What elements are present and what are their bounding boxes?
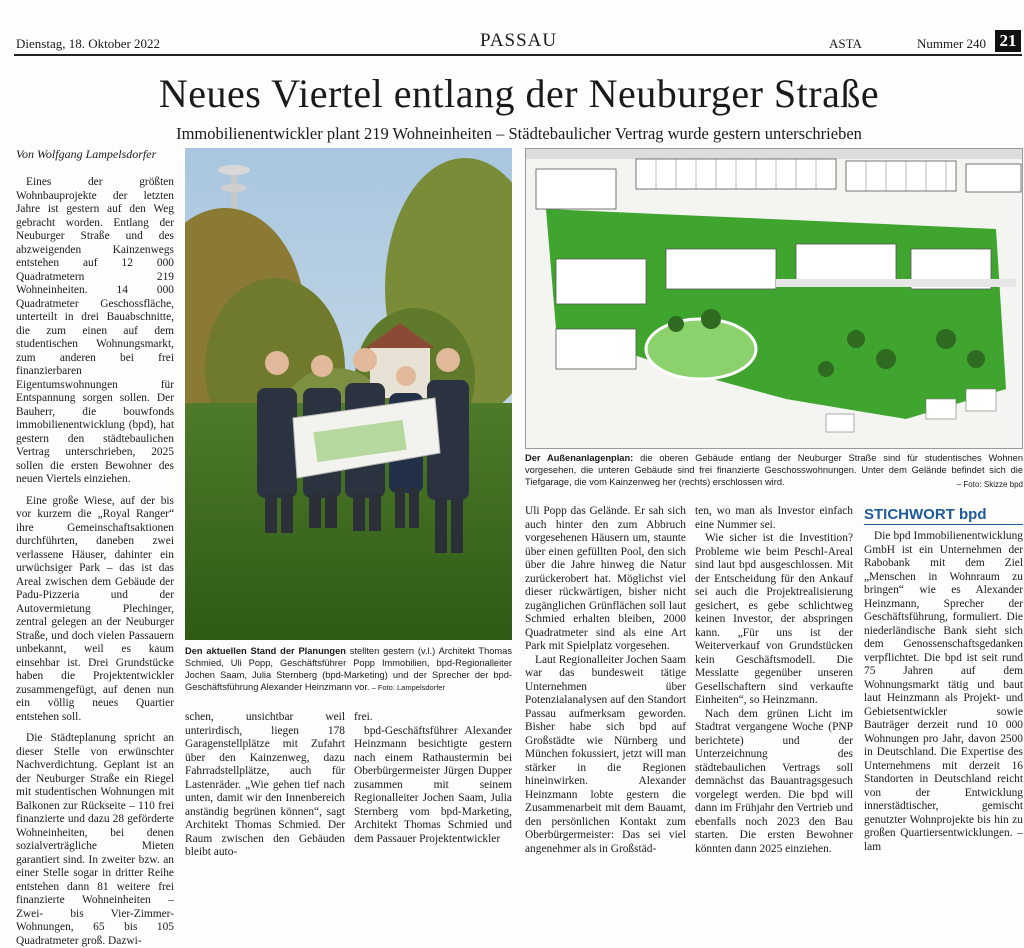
group-photo-image (185, 148, 512, 640)
stichwort-text (864, 530, 1023, 854)
photo-credit: – Foto: Lampelsdorfer (369, 683, 445, 692)
paragraph: ten, wo man als Investor einfach eine Nummer sei. (695, 505, 853, 531)
paragraph: Wie sicher ist die Investition? Probleme wie beim Peschl-Areal sind laut bpd ausgeschlossen. Mit der Entscheidung für den Ankauf sei auch die Projektrealisierung gesichert, es gebe schlichtweg keinen Investor, der abspringen kann. „Für uns ist der Weiterverkauf von Grundstücken kein Geschäftsmodell. Die Messlatte gegenüber unseren Gesellschaftern sind verkaufte Einheiten“, so Heinzmann. (695, 532, 853, 706)
photo-caption-text: stellten gestern (v.l.) Architekt Thomas Schmied, Uli Popp, Geschäftsführer Popp Immobilien, bpd-Regionalleiter Jochen Saam, Julia Sternberg (bpd-Marketing) und der Sprecher der bpd-Geschäftsführung Alexander Heinzmann vor. (185, 646, 512, 692)
issue-number: Nummer 240 (917, 36, 986, 51)
stichwort-title: STICHWORT bpd (864, 506, 987, 523)
article-subheadline: Immobilienentwickler plant 219 Wohneinheiten – Städtebaulicher Vertrag wurde gestern unterschrieben (176, 124, 862, 143)
plan-caption-lead: Der Außenanlagenplan: (525, 453, 634, 463)
group-photo (185, 148, 512, 640)
issue-date: Dienstag, 18. Oktober 2022 (16, 36, 161, 51)
site-plan-image (525, 148, 1023, 449)
article-column-5 (695, 505, 853, 856)
article-column-4 (525, 505, 686, 856)
article-byline: Von Wolfgang Lampelsdorfer (16, 147, 157, 161)
article-column-3 (354, 711, 512, 846)
stichwort-rule (864, 524, 1023, 525)
page-number: 21 (995, 30, 1021, 52)
section-city: PASSAU (480, 30, 558, 51)
plan-credit: – Foto: Skizze bpd (956, 480, 1023, 489)
site-plan-drawing (526, 149, 1023, 449)
stichwort-text-content: Die bpd Immobilienentwicklung GmbH ist ein Unternehmen der Rabobank mit dem Ziel „Menschen in Wohnraum zu bringen“ wie es Alexander Heinzmann, Sprecher der Geschäftsführung, formuliert. Die niederländische Bank sieht sich dem Genossenschaftsgedanken verpflichtet. Die bpd ist seit rund 75 Jahren auf dem Wohnungsmarkt tätig und baut laut Heinzmann als Projekt- und Gebietsentwickler sowie Bauträger derzeit rund 10 000 Wohnungen pro Jahr, davon 2500 in Deutschland. Die Expertise des Unternehmens mit derzeit 16 Standorten in Deutschland reicht von der Entwicklung innerstädtischer, gemischt genutzter Wohnprojekte bis hin zu großen Quartiersentwicklungen. (864, 530, 1023, 839)
paragraph: Laut Regionalleiter Jochen Saam war das bundesweit tätige Unternehmen über Potenzialanalysen auf den Standort Passau aufmerksam geworden. Bisher habe sich bpd auf Großstädte wie Nürnberg und München fokussiert, jetzt will man stärker in die Regionen hineinwirken. Alexander Heinzmann lobte gestern die Zusammenarbeit mit dem Bauamt, den persönlichen Kontakt zum Oberbürgermeister: Das sei viel angenehmer als in Großstäd- (525, 653, 686, 855)
stichwort-body (864, 530, 1023, 854)
photo-caption (185, 645, 512, 694)
plan-caption-text: die oberen Gebäude entlang der Neuburger Straße sind für studentisches Wohnen vorgesehen, die unteren Gebäude sind frei finanzierte Geschosswohnungen. Unter dem Gelände befindet sich die Tiefgarage, die vom Kainzenweg her (rechts) erschlossen wird. (525, 453, 1023, 487)
paragraph: Die Städteplanung spricht an dieser Stelle von erwünschter Nachverdichtung. Geplant ist an der Neuburger Straße ein Riegel mit studentischen Wohnungen mit Balkonen zur Rückseite – 110 frei finanzierte und dazu 28 geförderte Wohneinheiten, bei denen sozialverträgliche Mieten garantiert sind. In zweiter bzw. an einer Stelle sogar in dritter Reihe entstehen dann 81 weitere frei finanzierte Wohneinheiten – Zwei- bis Vier-Zimmer-Wohnungen, 65 bis 105 Quadratmeter groß. Dazwi- (16, 732, 174, 947)
header-rule (14, 54, 1022, 56)
article-column-1 (16, 176, 174, 948)
section-code: ASTA (829, 36, 862, 51)
paragraph: Eine große Wiese, auf der bis vor kurzem die „Royal Ranger“ ihre Gemeinschaftsaktionen durchführten, daneben zwei verlassene Häuser, dahinter ein urwüchsiger Park – das ist das Areal zwischen dem Gebäude der Padu-Pizzeria und der Autovermietung Plechinger, zentral gelegen an der Neuburger Straße, und doch vielen Passauern unbekannt, weil es kaum einsehbar ist. Drei Grundstücke haben die Projektentwickler zusammengefügt, auf denen nun ein völlig neues Quartier entstehen soll. (16, 494, 174, 723)
paragraph: Eines der größten Wohnbauprojekte der letzten Jahre ist gestern auf den Weg gebracht worden. Entlang der Neuburger Straße und des abzweigenden Kainzenwegs entstehen auf 12 000 Quadratmetern 219 Wohneinheiten. 14 000 Quadratmeter Geschossfläche, unterteilt in drei Bauabschnitte, die zum einen auf dem studentischen Wohnungsmarkt, zum anderen bei frei finanzierbaren Eigentumswohnungen für Entspannung sorgen sollen. Der Bauherr, die bouwfonds immobilienentwicklung (bpd), hat gestern den städtebaulichen Vertrag unterschrieben, 2025 sollen die ersten Bewohner des neuen Viertels einziehen. (16, 176, 174, 485)
paragraph: Nach dem grünen Licht im Stadtrat vergangene Woche (PNP berichtete) und der Unterzeichnung des städtebaulichen Vertrags soll demnächst das Bauantragsgesuch vorgelegt werden. Die bpd will dann im Frühjahr den Vertrieb und ebenfalls noch 2023 den Bau starten. Die ersten Bewohner könnten dann 2025 einziehen. (695, 707, 853, 855)
article-column-2 (185, 711, 345, 860)
article-headline: Neues Viertel entlang der Neuburger Straße (158, 71, 880, 116)
paragraph: schen, unsichtbar weil unterirdisch, liegen 178 Garagenstellplätze mit Zufahrt über den Kainzenweg, dazu Fahrradstellplätze, auch für Lastenräder. „Wie gehen tief nach unten, damit wir den Innenbereich anständig begrünen können“, sagt Architekt Thomas Schmied. Der Raum zwischen den Gebäuden bleibt auto- (185, 711, 345, 858)
stichwort-sign: – lam (864, 827, 1023, 853)
paragraph: bpd-Geschäftsführer Alexander Heinzmann besichtigte gestern nach einem Rathaustermin bei Oberbürgermeister Jürgen Dupper zusammen mit seinem Regionalleiter Jochen Saam, Julia Sternberg vom bpd-Marketing, Architekt Thomas Schmied und dem Passauer Projektentwickler (354, 724, 512, 845)
paragraph: Uli Popp das Gelände. Er sah sich auch hinter den zum Abbruch vorgesehenen Häusern um, staunte über einen gefüllten Pool, den sich über die Jahre hinweg die Natur zurückerobert hat. Möglichst viel dieser rückwärtigen, bisher nicht zugänglichen Grünflächen soll laut Schmied erhalten bleiben, 2000 Quadratmeter sind als eine Art Park mit Spielplatz vorgesehen. (525, 505, 686, 652)
photo-caption-lead: Den aktuellen Stand der Planungen (185, 646, 346, 656)
paragraph: frei. (354, 711, 373, 723)
